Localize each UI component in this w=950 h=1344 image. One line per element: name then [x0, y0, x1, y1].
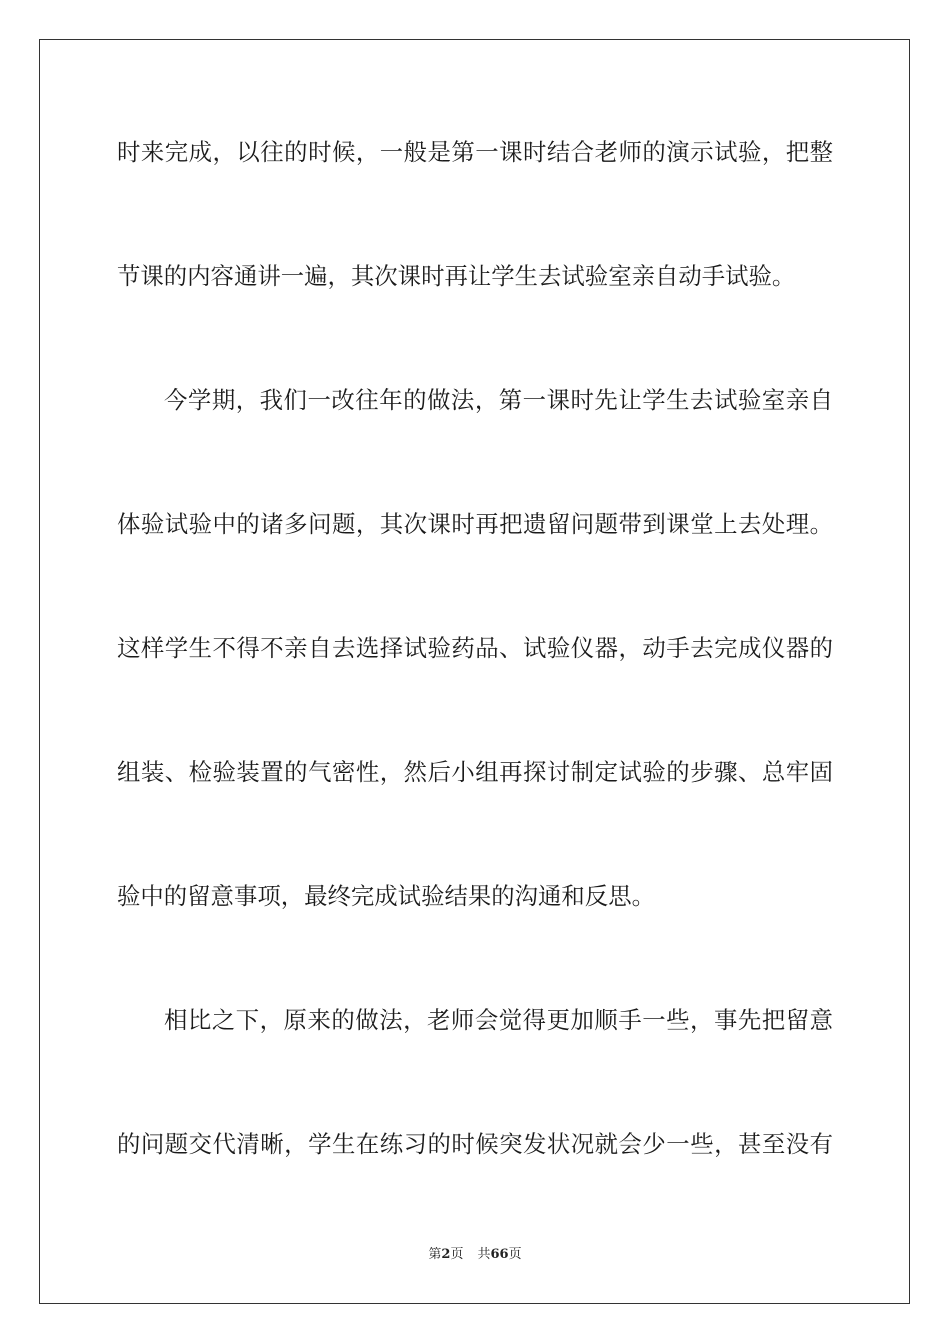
page-number: 2	[441, 1247, 451, 1262]
total-prefix: 共	[477, 1247, 491, 1262]
body-line-9: 的问题交代清晰，学生在练习的时候突发状况就会少一些，甚至没有	[117, 1130, 833, 1158]
body-line-3: 今学期，我们一改往年的做法，第一课时先让学生去试验室亲自	[164, 386, 833, 414]
total-suffix: 页	[508, 1247, 522, 1262]
body-line-1: 时来完成，以往的时候，一般是第一课时结合老师的演示试验，把整	[117, 138, 833, 166]
page-prefix: 第	[428, 1247, 442, 1262]
body-line-8: 相比之下，原来的做法，老师会觉得更加顺手一些，事先把留意	[164, 1006, 833, 1034]
body-line-5: 这样学生不得不亲自去选择试验药品、试验仪器，动手去完成仪器的	[117, 634, 833, 662]
body-line-2: 节课的内容通讲一遍，其次课时再让学生去试验室亲自动手试验。	[117, 262, 796, 290]
body-line-6: 组装、检验装置的气密性，然后小组再探讨制定试验的步骤、总牢固	[117, 758, 833, 786]
page-border	[39, 39, 910, 1304]
body-line-7: 验中的留意事项，最终完成试验结果的沟通和反思。	[117, 882, 655, 910]
total-pages: 66	[490, 1247, 509, 1262]
page-footer	[0, 1246, 950, 1264]
page-suffix: 页	[450, 1247, 464, 1262]
body-line-4: 体验试验中的诸多问题，其次课时再把遗留问题带到课堂上去处理。	[117, 510, 833, 538]
